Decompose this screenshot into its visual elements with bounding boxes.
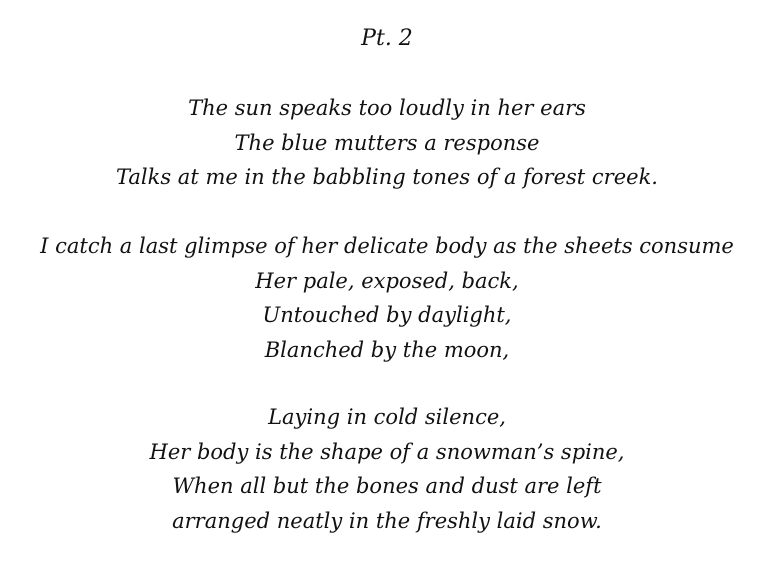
- stanza-2: [0, 229, 774, 367]
- poem-line: Her pale, exposed, back,: [255, 268, 519, 293]
- poem-line: I catch a last glimpse of her delicate body as the sheets consume: [40, 234, 734, 258]
- poem-line: Laying in cold silence,: [268, 405, 506, 429]
- stanza-1: [0, 91, 774, 195]
- poem-line: Blanched by the moon,: [264, 337, 510, 362]
- poem-line: arranged neatly in the freshly laid snow.: [172, 508, 602, 533]
- poem-line: When all but the bones and dust are left: [172, 474, 602, 498]
- poem-line: Untouched by daylight,: [262, 303, 512, 327]
- poem-line: Her body is the shape of a snowman’s spine,: [149, 439, 625, 464]
- stanza-3: [0, 400, 774, 538]
- poem-line: The sun speaks too loudly in her ears: [188, 96, 586, 120]
- poem-title: Pt. 2: [361, 26, 413, 51]
- poem-line: The blue mutters a response: [234, 130, 540, 155]
- poem-line: Talks at me in the babbling tones of a forest creek.: [116, 165, 658, 189]
